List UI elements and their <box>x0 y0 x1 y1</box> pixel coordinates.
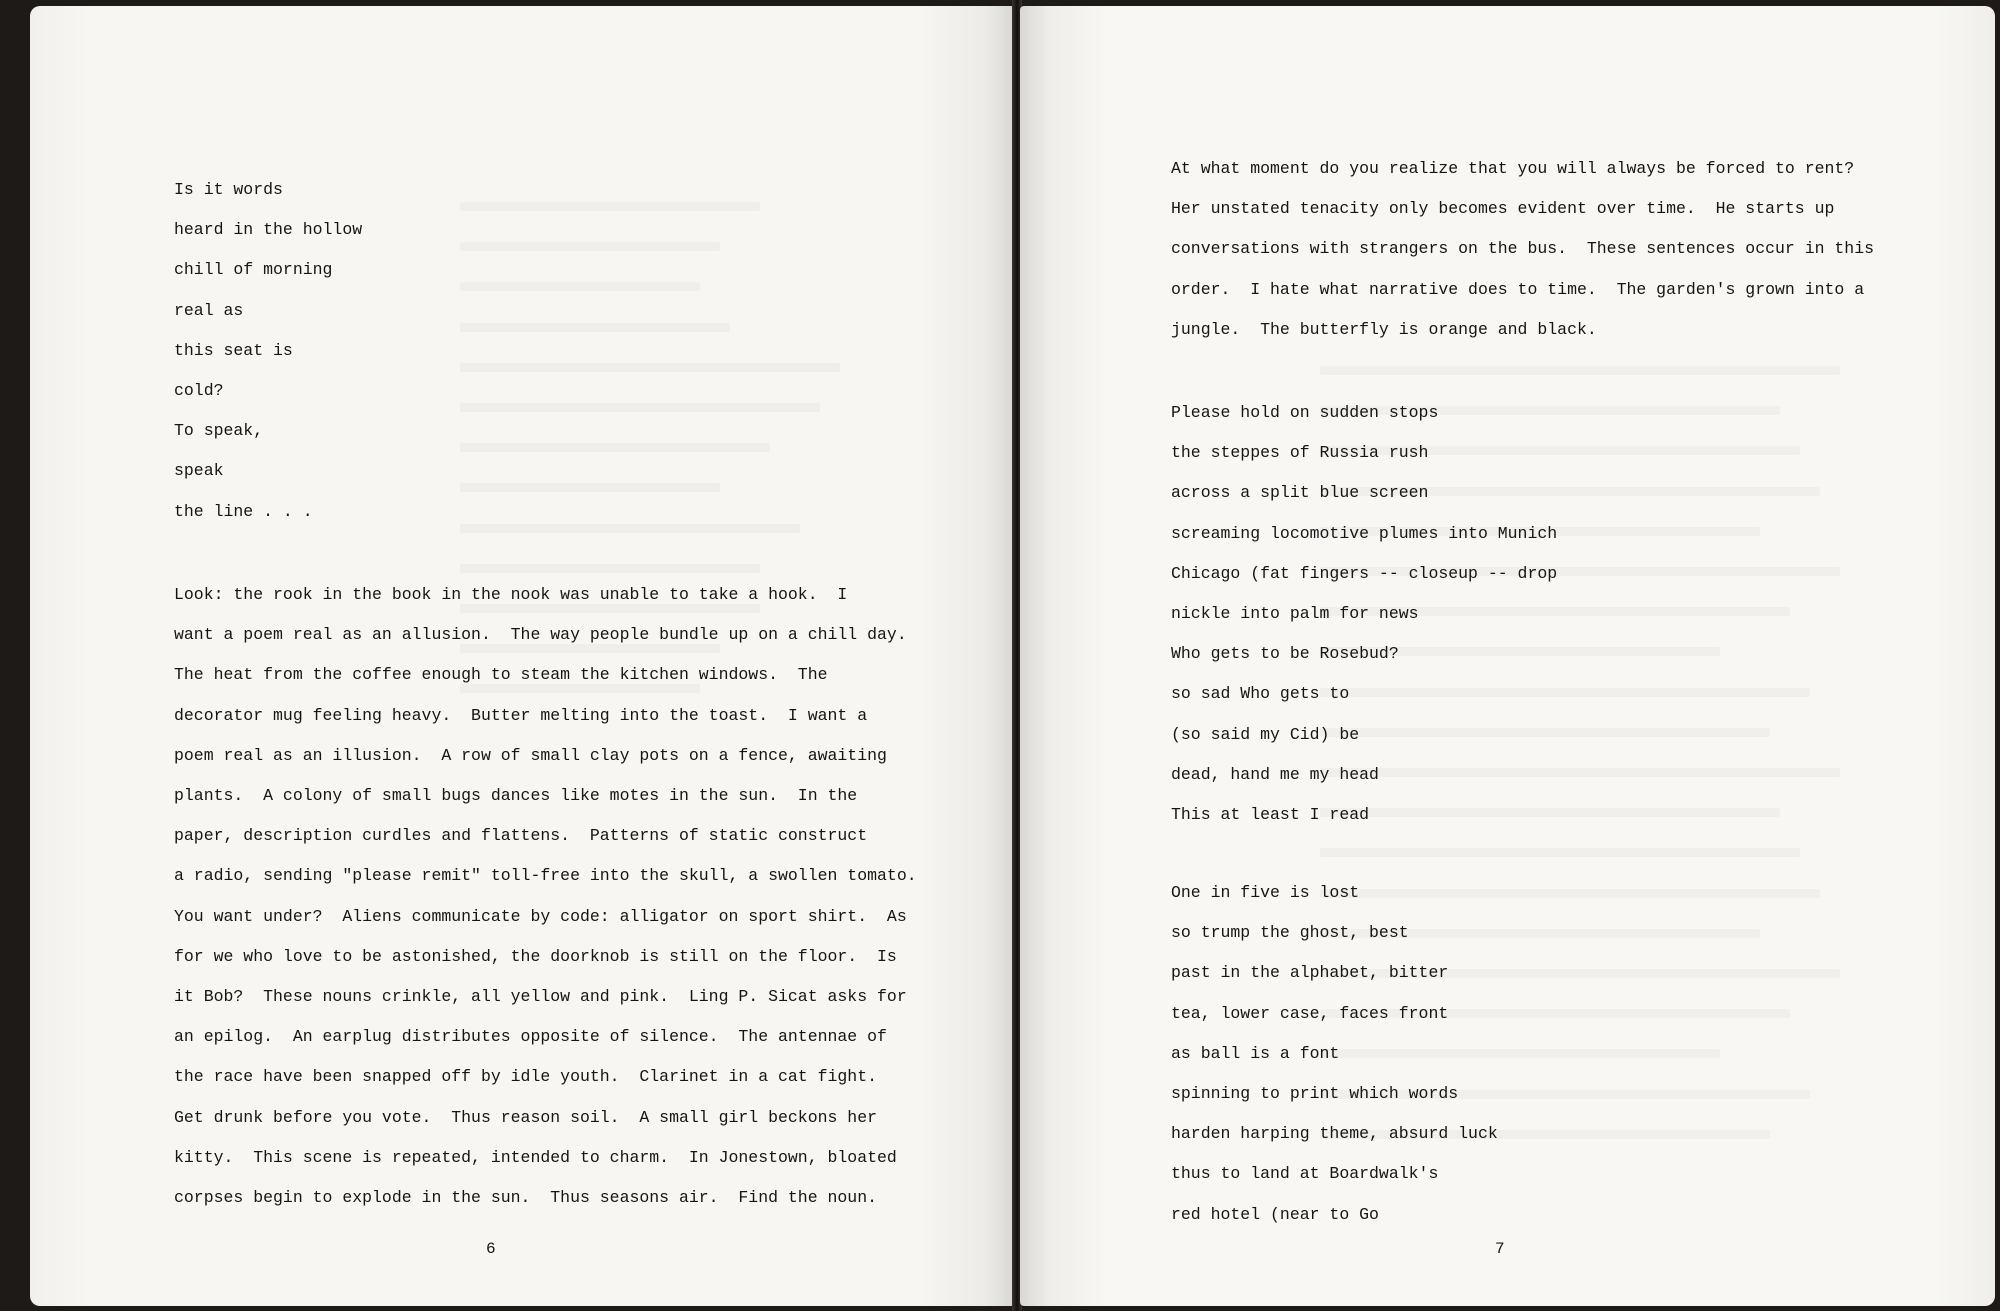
show-through-line <box>1320 688 1810 697</box>
poem-line: so sad Who gets to <box>1171 684 1350 704</box>
show-through-line <box>460 483 720 492</box>
show-through-line <box>460 684 700 693</box>
show-through-line <box>460 403 820 412</box>
prose-line: it Bob? These nouns crinkle, all yellow and pink. Ling P. Sicat asks for <box>174 987 907 1006</box>
prose-line: Her unstated tenacity only becomes evident over time. He starts up <box>1171 199 1835 219</box>
poem-line: One in five is lost <box>1171 883 1360 902</box>
show-through-line <box>460 604 760 613</box>
show-through-line <box>1320 848 1800 857</box>
show-through-line <box>1320 768 1840 777</box>
prose-line: a radio, sending "please remit" toll-free into the skull, a swollen tomato. <box>174 866 917 886</box>
poem-line: dead, hand me my head <box>1171 764 1379 784</box>
poem-line: cold? <box>174 381 224 400</box>
poem-line: spinning to print which words <box>1171 1084 1459 1103</box>
poem-line: across a split blue screen <box>1171 483 1429 503</box>
prose-line: kitty. This scene is repeated, intended to charm. In Jonestown, bloated <box>174 1147 897 1167</box>
prose-line: Look: the rook in the book in the nook was unable to take a hook. I <box>174 585 848 604</box>
prose-line: At what moment do you realize that you will always be forced to rent? <box>1171 159 1855 178</box>
poem-line: chill of morning <box>174 260 333 280</box>
poem-line: real as <box>174 300 244 320</box>
show-through-line <box>460 242 720 251</box>
poem-line: Please hold on sudden stops <box>1171 403 1439 422</box>
show-through-line <box>1320 1049 1720 1058</box>
show-through-line <box>1320 889 1820 898</box>
show-through-line <box>1320 366 1840 375</box>
poem-line: thus to land at Boardwalk's <box>1171 1164 1439 1184</box>
prose-line: You want under? Aliens communicate by code: alligator on sport shirt. As <box>174 906 907 926</box>
poem-line: the line . . . <box>174 501 313 521</box>
right-page <box>1020 6 1995 1306</box>
show-through-line <box>460 202 760 211</box>
prose-line: order. I hate what narrative does to time. The garden's grown into a <box>1171 279 1865 299</box>
poem-line: (so said my Cid) be <box>1171 724 1360 744</box>
prose-line: The heat from the coffee enough to steam the kitchen windows. The <box>174 665 828 685</box>
left-page <box>30 6 1015 1306</box>
poem-line: tea, lower case, faces front <box>1171 1003 1449 1023</box>
prose-line: corpses begin to explode in the sun. Thus seasons air. Find the noun. <box>174 1188 878 1207</box>
show-through-line <box>460 524 800 533</box>
poem-line: the steppes of Russia rush <box>1171 443 1429 463</box>
poem-line: this seat is <box>174 340 293 360</box>
poem-line: Is it words <box>174 180 283 199</box>
poem-line: This at least I read <box>1171 805 1370 824</box>
poem-line: so trump the ghost, best <box>1171 923 1409 943</box>
poem-line: nickle into palm for news <box>1171 604 1419 623</box>
prose-line: jungle. The butterfly is orange and black. <box>1171 319 1597 339</box>
prose-line: poem real as an illusion. A row of small clay pots on a fence, awaiting <box>174 745 887 765</box>
poem-line: heard in the hollow <box>174 220 363 240</box>
prose-line: plants. A colony of small bugs dances like motes in the sun. In the <box>174 786 858 805</box>
prose-line: paper, description curdles and flattens. Patterns of static construct <box>174 826 868 846</box>
show-through-line <box>460 644 720 653</box>
poem-line: past in the alphabet, bitter <box>1171 963 1449 983</box>
page-number-left: 6 <box>486 1240 496 1258</box>
prose-line: an epilog. An earplug distributes opposite of silence. The antennae of <box>174 1027 887 1047</box>
poem-line: screaming locomotive plumes into Munich <box>1171 523 1558 543</box>
show-through-line <box>1320 728 1770 737</box>
poem-line: Chicago (fat fingers -- closeup -- drop <box>1171 563 1558 583</box>
prose-line: for we who love to be astonished, the doorknob is still on the floor. Is <box>174 946 897 966</box>
poem-line: Who gets to be Rosebud? <box>1171 644 1399 664</box>
show-through-line <box>1320 808 1780 817</box>
show-through-line <box>460 323 730 332</box>
prose-line: want a poem real as an allusion. The way people bundle up on a chill day. <box>174 625 907 645</box>
page-number-right: 7 <box>1495 1240 1505 1258</box>
poem-line: speak <box>174 461 224 481</box>
poem-line: harden harping theme, absurd luck <box>1171 1124 1498 1144</box>
show-through-line <box>460 564 760 573</box>
show-through-line <box>460 443 770 452</box>
show-through-line <box>460 282 700 291</box>
prose-line: Get drunk before you vote. Thus reason soil. A small girl beckons her <box>174 1107 878 1127</box>
poem-line: To speak, <box>174 421 264 441</box>
show-through-line <box>460 363 840 372</box>
prose-line: decorator mug feeling heavy. Butter melting into the toast. I want a <box>174 705 868 725</box>
prose-line: the race have been snapped off by idle youth. Clarinet in a cat fight. <box>174 1067 878 1087</box>
poem-line: as ball is a font <box>1171 1043 1340 1063</box>
prose-line: conversations with strangers on the bus. These sentences occur in this <box>1171 239 1875 259</box>
poem-line: red hotel (near to Go <box>1171 1204 1379 1224</box>
